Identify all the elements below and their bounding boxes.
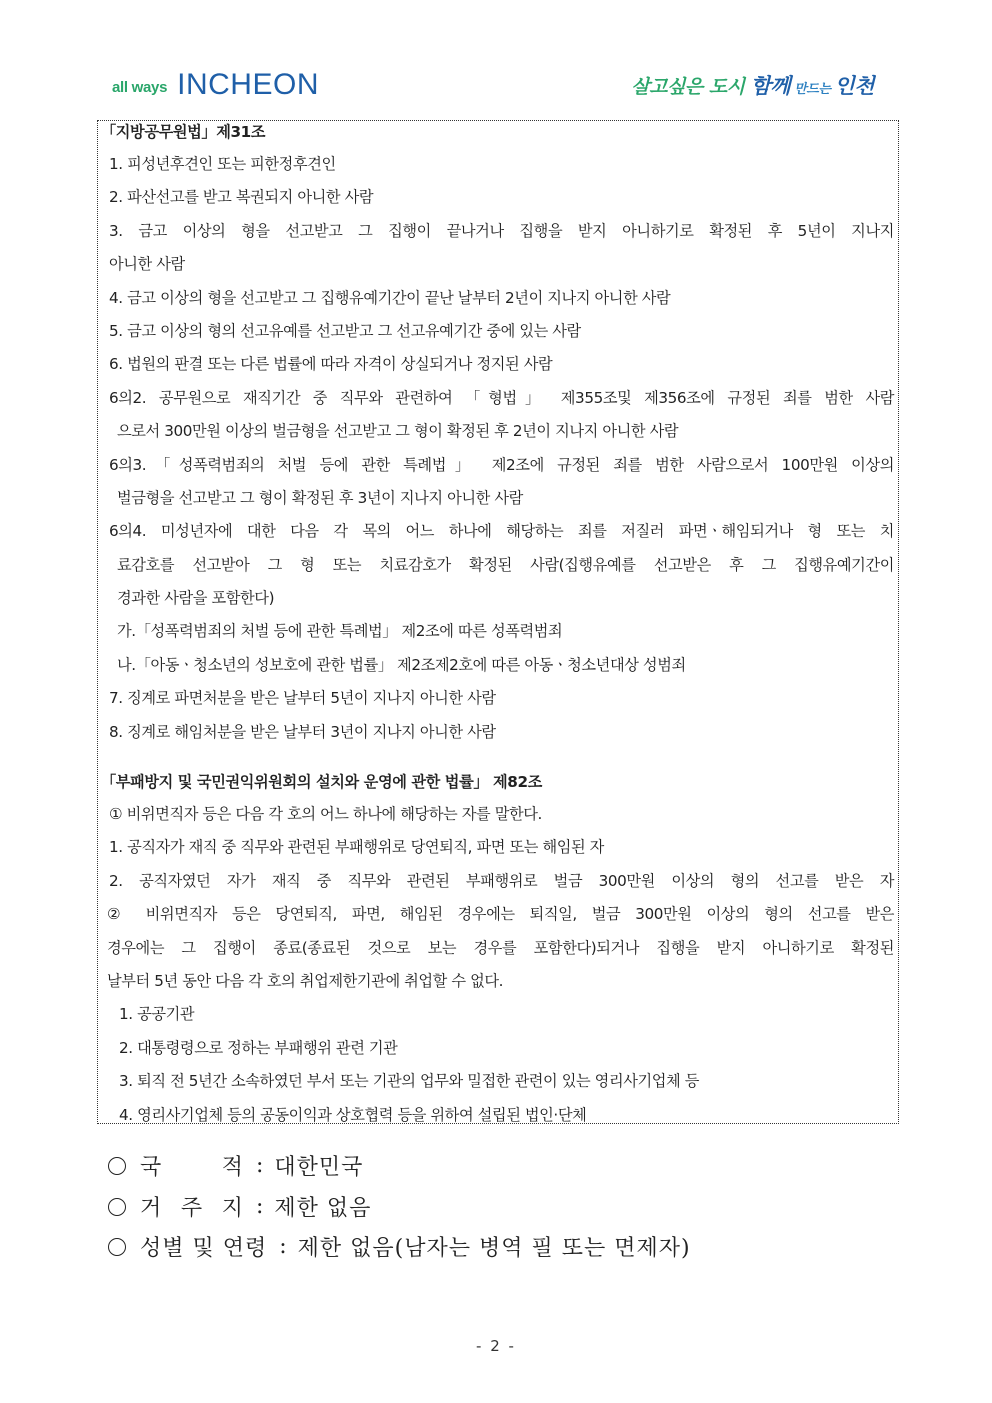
law1-line: 7. 징계로 파면처분을 받은 날부터 5년이 지나지 아니한 사람 [109,689,496,708]
law2-line: 4. 영리사기업체 등의 공동이익과 상호협력 등을 위하여 설립된 법인·단체 [119,1105,587,1124]
residence-value: 제한 없음 [274,1196,372,1221]
law2-line: 2. 공직자였던 자가 재직 중 직무와 관련된 부패행위로 벌금 300만원 이상의 형의 선고를 받은 자 [109,871,894,890]
law1-title: 「지방공무원법」제31조 [101,123,266,141]
colon-text: : [279,1234,288,1259]
law2-line: ② 비위면직자 등은 당연퇴직, 파면, 해임된 경우에는 퇴직일, 벌금 300만원 이상의 형의 선고를 받은 [107,905,894,924]
colon-text: : [256,1153,265,1178]
logo-small-text: all ways [112,79,168,96]
incheon-logo [112,66,319,100]
circle-bullet-icon [108,1238,126,1256]
section-gap [107,751,894,767]
slogan-part1: 살고싶은 도시 [631,76,751,98]
law1-line: 아니한 사람 [109,255,185,274]
circle-bullet-icon [108,1157,126,1175]
slogan-part4: 인천 [834,73,874,98]
nationality-value: 대한민국 [274,1155,364,1180]
slogan-part3: 만드는 [790,82,835,97]
residence-label: 거 주 지 [140,1196,244,1221]
law1-line: 2. 파산선고를 받고 복권되지 아니한 사람 [109,188,374,207]
law-excerpt-box [97,120,899,1124]
law2-line: 경우에는 그 집행이 종료(종료된 것으로 보는 경우를 포함한다)되거나 집행을 받지 아니하기로 확정된 [107,938,894,957]
circle-bullet-icon [108,1198,126,1216]
gender-age-value: 제한 없음(남자는 병역 필 또는 면제자) [297,1236,691,1261]
law2-line: 날부터 5년 동안 다음 각 호의 취업제한기관에 취업할 수 없다. [107,971,504,990]
law1-line: 경과한 사람을 포함한다) [117,589,275,608]
law1-line: 6의2. 공무원으로 재직기간 중 직무와 관련하여 「형법」 제355조및 제356조에 규정된 죄를 범한 사람 [109,388,894,407]
law2-line: ① 비위면직자 등은 다음 각 호의 어느 하나에 해당하는 자를 말한다. [109,805,542,824]
law1-line: 나.「아동ㆍ청소년의 성보호에 관한 법률」 제2조제2호에 따른 아동ㆍ청소년대상 성범죄 [117,655,686,674]
law1-line: 벌금형을 선고받고 그 형이 확정된 후 3년이 지나지 아니한 사람 [117,488,523,507]
law1-line: 1. 피성년후견인 또는 피한정후견인 [109,155,336,173]
info-gender-age [108,1231,691,1262]
law1-line: 으로서 300만원 이상의 벌금형을 선고받고 그 형이 확정된 후 2년이 지나지 아니한 사람 [117,422,679,441]
law2-line: 3. 퇴직 전 5년간 소속하였던 부서 또는 기관의 업무와 밀접한 관련이 있는 영리사기업체 등 [119,1072,700,1091]
logo-big-text: INCHEON [177,68,319,101]
gender-age-label: 성별 및 연령 [140,1236,268,1261]
law1-line: 3. 금고 이상의 형을 선고받고 그 집행이 끝나거나 집행을 받지 아니하기로 확정된 후 5년이 지나지 [109,221,894,240]
law1-line: 료감호를 선고받아 그 형 또는 치료감호가 확정된 사람(집행유예를 선고받은 후 그 집행유예기간이 [117,555,894,574]
info-residence [108,1191,371,1222]
info-nationality [108,1150,363,1181]
incheon-slogan [631,70,874,100]
nationality-label: 국 적 [140,1155,244,1180]
law1-line: 가.「성폭력범죄의 처벌 등에 관한 특례법」 제2조에 따른 성폭력범죄 [117,622,563,641]
law1-line: 6의3.「성폭력범죄의 처벌 등에 관한 특례법」 제2조에 규정된 죄를 범한 사람으로서 100만원 이상의 [109,455,894,474]
law2-line: 2. 대통령령으로 정하는 부패행위 관련 기관 [119,1038,398,1057]
law2-line: 1. 공공기관 [119,1005,195,1024]
page-number: - 2 - [476,1337,516,1355]
law1-line: 6의4. 미성년자에 대한 다음 각 목의 어느 하나에 해당하는 죄를 저질러 파면ㆍ해임되거나 형 또는 치 [109,522,894,541]
law1-line: 4. 금고 이상의 형을 선고받고 그 집행유예기간이 끝난 날부터 2년이 지나지 아니한 사람 [109,288,671,307]
colon-text: : [256,1194,265,1219]
law1-line: 5. 금고 이상의 형의 선고유예를 선고받고 그 선고유예기간 중에 있는 사람 [109,321,581,340]
slogan-part2: 함께 [750,73,791,98]
law2-line: 1. 공직자가 재직 중 직무와 관련된 부패행위로 당연퇴직, 파면 또는 해임된 자 [109,838,604,857]
law2-title: 「부패방지 및 국민권익위원회의 설치와 운영에 관한 법률」 제82조 [101,773,542,792]
law1-line: 6. 법원의 판결 또는 다른 법률에 따라 자격이 상실되거나 정지된 사람 [109,355,553,374]
law1-line: 8. 징계로 해임처분을 받은 날부터 3년이 지나지 아니한 사람 [109,722,496,741]
